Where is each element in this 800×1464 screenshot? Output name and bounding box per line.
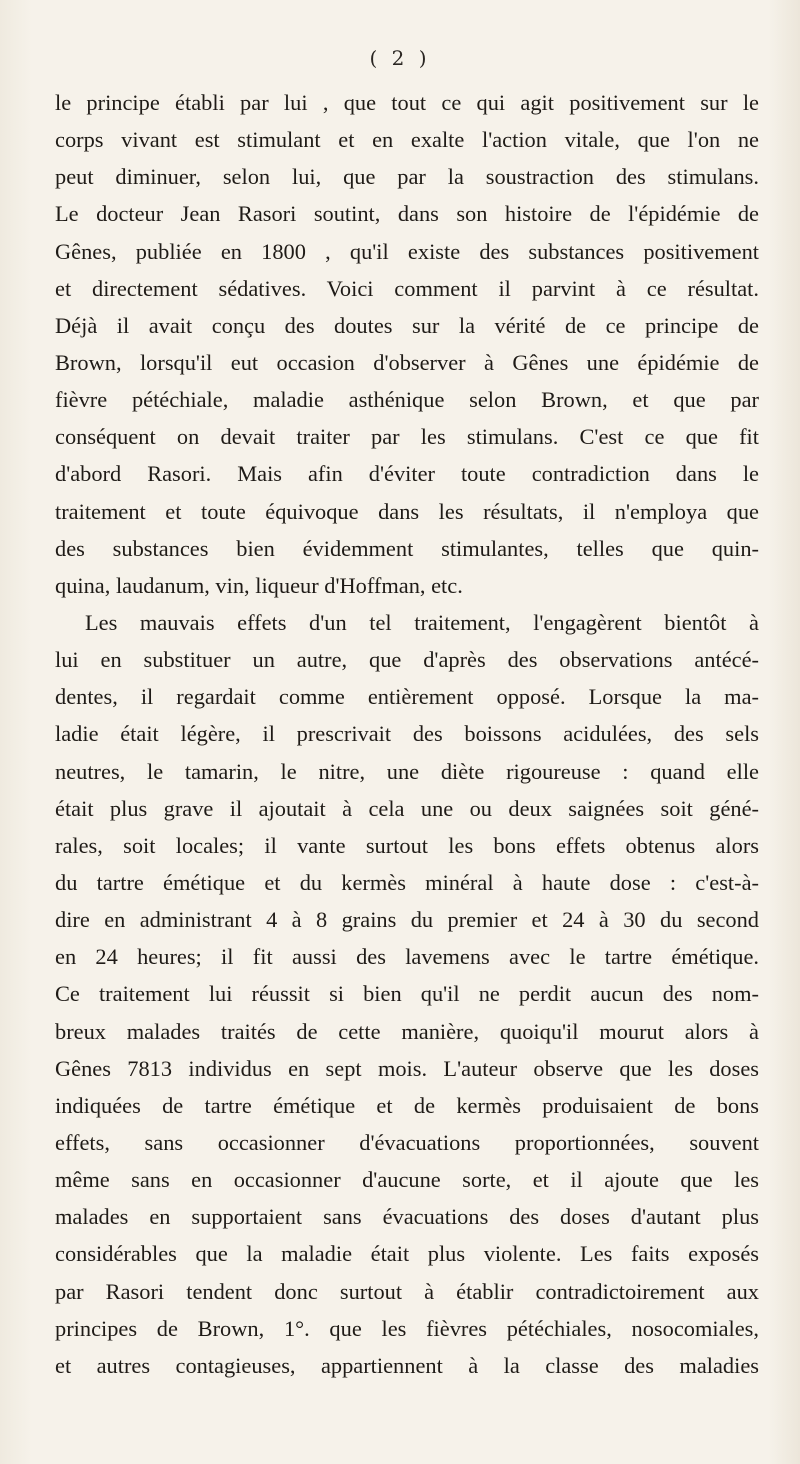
- text-line: corps vivant est stimulant et en exalte l'action vitale, que l'on ne: [55, 127, 759, 153]
- text-line: même sans en occasionner d'aucune sorte, et il ajoute que les: [55, 1167, 759, 1193]
- text-line: peut diminuer, selon lui, que par la soustraction des stimulans.: [55, 164, 759, 190]
- text-line: lui en substituer un autre, que d'après des observations antécé-: [55, 647, 759, 673]
- text-line: effets, sans occasionner d'évacuations proportionnées, souvent: [55, 1129, 759, 1155]
- text-line: d'abord Rasori. Mais afin d'éviter toute contradiction dans le: [55, 461, 759, 487]
- text-line: le principe établi par lui , que tout ce qui agit positivement sur le: [55, 90, 759, 115]
- text-line: malades en supportaient sans évacuations des doses d'autant plus: [55, 1204, 759, 1230]
- text-line: conséquent on devait traiter par les stimulans. C'est ce que fit: [55, 424, 759, 450]
- text-line: Le docteur Jean Rasori soutint, dans son histoire de l'épidémie de: [55, 201, 759, 227]
- text-line: principes de Brown, 1°. que les fièvres pétéchiales, nosocomiales,: [55, 1315, 759, 1341]
- text-line: et directement sédatives. Voici comment il parvint à ce résultat.: [55, 275, 759, 301]
- text-line: dire en administrant 4 à 8 grains du premier et 24 à 30 du second: [55, 907, 759, 933]
- text-line: ladie était légère, il prescrivait des boissons acidulées, des sels: [55, 721, 759, 747]
- text-line: des substances bien évidemment stimulantes, telles que quin-: [55, 535, 759, 561]
- text-line: considérables que la maladie était plus violente. Les faits exposés: [55, 1241, 759, 1267]
- text-line: du tartre émétique et du kermès minéral à haute dose : c'est-à-: [55, 869, 759, 895]
- text-line: Les mauvais effets d'un tel traitement, l'engagèrent bientôt à: [85, 609, 759, 635]
- text-line: par Rasori tendent donc surtout à établir contradictoirement aux: [55, 1278, 759, 1304]
- text-line: en 24 heures; il fit aussi des lavemens avec le tartre émétique.: [55, 944, 759, 970]
- text-line: quina, laudanum, vin, liqueur d'Hoffman, etc.: [55, 572, 463, 598]
- text-line: Déjà il avait conçu des doutes sur la vérité de ce principe de: [55, 312, 759, 338]
- text-line: était plus grave il ajoutait à cela une ou deux saignées soit géné-: [55, 795, 759, 821]
- text-line: breux malades traités de cette manière, quoiqu'il mourut alors à: [55, 1018, 759, 1044]
- text-line: Brown, lorsqu'il eut occasion d'observer à Gênes une épidémie de: [55, 349, 759, 375]
- text-line: Ce traitement lui réussit si bien qu'il ne perdit aucun des nom-: [55, 981, 759, 1007]
- text-line: Gênes, publiée en 1800 , qu'il existe des substances positivement: [55, 238, 759, 264]
- page-number: ( 2 ): [369, 46, 431, 70]
- text-line: rales, soit locales; il vante surtout les bons effets obtenus alors: [55, 832, 759, 858]
- body-text: [55, 84, 759, 1384]
- text-line: neutres, le tamarin, le nitre, une diète rigoureuse : quand elle: [55, 758, 759, 784]
- text-line: indiquées de tartre émétique et de kermès produisaient de bons: [55, 1092, 759, 1118]
- text-line: traitement et toute équivoque dans les résultats, il n'employa que: [55, 498, 759, 524]
- text-line: Gênes 7813 individus en sept mois. L'auteur observe que les doses: [55, 1055, 759, 1081]
- text-line: dentes, il regardait comme entièrement opposé. Lorsque la ma-: [55, 684, 759, 710]
- text-line: et autres contagieuses, appartiennent à la classe des maladies: [55, 1352, 759, 1378]
- text-line: fièvre pétéchiale, maladie asthénique selon Brown, et que par: [55, 387, 759, 413]
